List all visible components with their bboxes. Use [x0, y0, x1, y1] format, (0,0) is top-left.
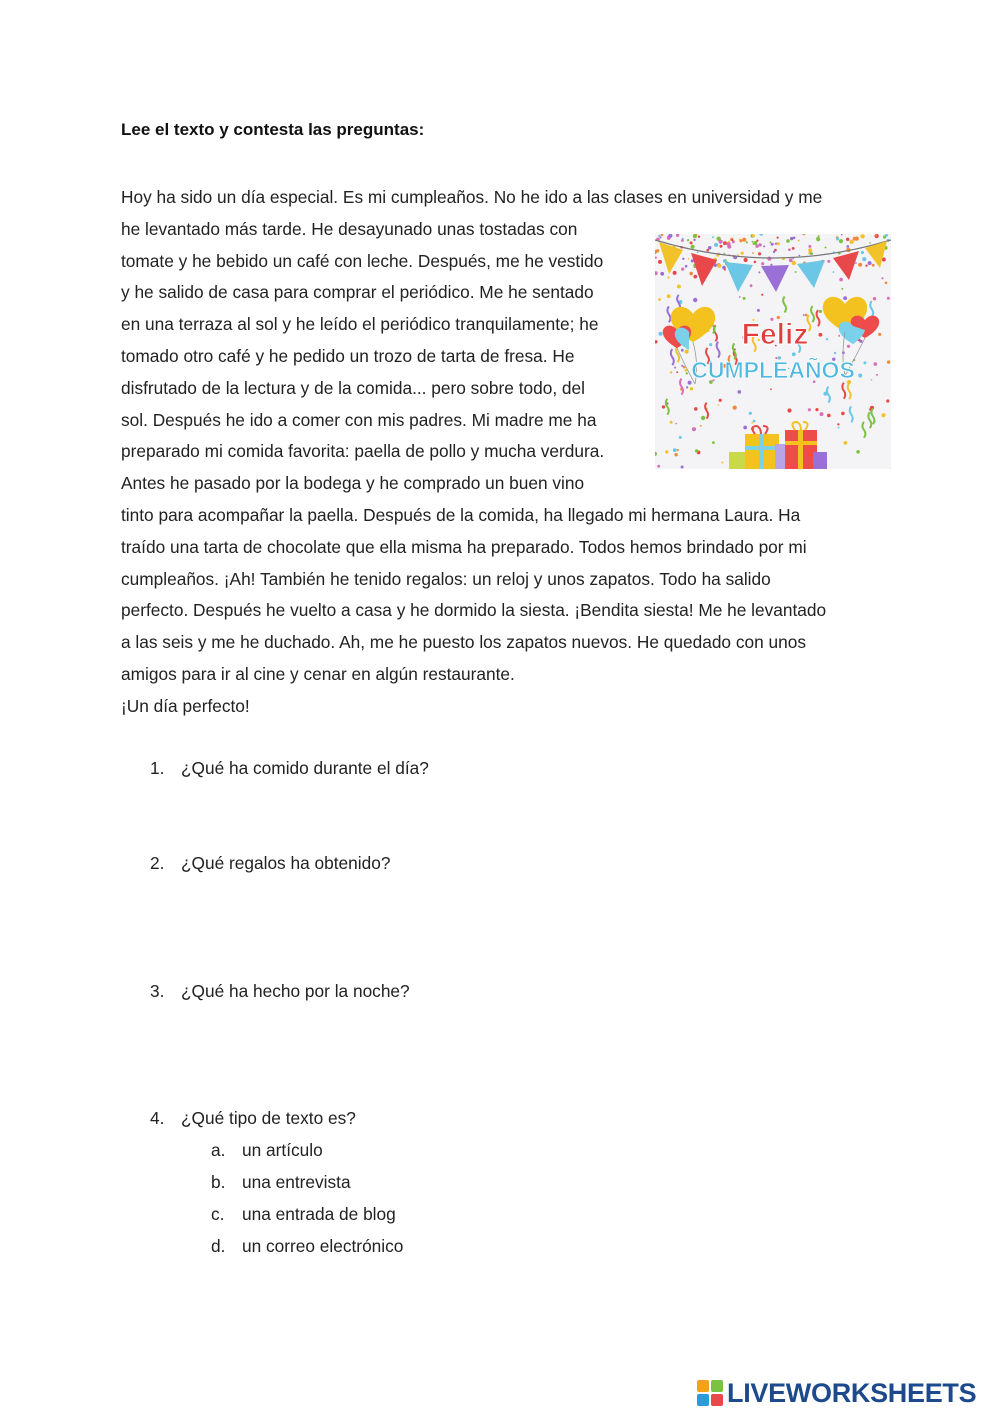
option-letter: d.	[211, 1236, 226, 1256]
confetti-dot	[825, 247, 827, 249]
confetti-dot	[841, 288, 843, 290]
confetti-dot	[827, 414, 831, 418]
confetti-dot	[795, 271, 797, 273]
story-line: tinto para acompañar la paella. Después de la comida, ha llegado mi hermana Laura. Ha	[121, 504, 801, 525]
confetti-dot	[673, 271, 677, 275]
confetti-dot	[743, 426, 747, 430]
confetti-dot	[697, 252, 699, 254]
confetti-dot	[723, 241, 727, 245]
liveworksheets-logo	[697, 1378, 976, 1408]
confetti-dot	[856, 450, 860, 454]
confetti-dot	[841, 412, 845, 416]
confetti-dot	[719, 240, 723, 244]
confetti-dot	[756, 240, 758, 242]
story-line: Antes he pasado por la bodega y he comprado un buen vino	[121, 473, 585, 494]
confetti-dot	[743, 297, 746, 300]
confetti-dot	[689, 272, 693, 276]
confetti-dot	[700, 425, 702, 427]
confetti-dot	[846, 245, 849, 248]
confetti-dot	[677, 449, 679, 451]
confetti-dot	[752, 234, 755, 237]
confetti-dot	[660, 272, 664, 276]
confetti-dot	[750, 284, 753, 287]
confetti-dot	[677, 285, 681, 289]
confetti-dot	[728, 241, 730, 243]
confetti-dot	[786, 239, 790, 243]
confetti-dot	[761, 294, 763, 296]
question-text: ¿Qué tipo de texto es?	[181, 1108, 356, 1128]
confetti-dot	[698, 236, 700, 238]
confetti-dot	[839, 278, 843, 282]
confetti-dot	[674, 367, 676, 369]
story-line: tomado otro café y he pedido un trozo de tarta de fresa. He	[121, 345, 575, 366]
confetti-dot	[770, 241, 772, 243]
confetti-dot	[738, 390, 742, 394]
story-line: y he salido de casa para comprar el periódico. Me he sentado	[121, 282, 594, 303]
confetti-dot	[687, 239, 689, 241]
confetti-dot	[839, 239, 843, 243]
confetti-dot	[753, 420, 756, 423]
confetti-dot	[656, 249, 659, 252]
confetti-dot	[815, 408, 818, 411]
confetti-dot	[675, 423, 677, 425]
question-number: 3.	[150, 981, 165, 1001]
confetti-dot	[770, 264, 772, 266]
confetti-dot	[751, 422, 753, 424]
confetti-dot	[717, 264, 721, 268]
question-2	[150, 853, 390, 874]
question-3	[150, 981, 410, 1002]
confetti-dot	[837, 423, 839, 425]
option-text: un artículo	[242, 1140, 323, 1160]
confetti-dot	[873, 297, 876, 300]
confetti-dot	[667, 276, 669, 278]
confetti-dot	[742, 238, 746, 242]
confetti-dot	[681, 365, 683, 367]
confetti-dot	[868, 261, 872, 265]
confetti-dot	[665, 450, 668, 453]
option-c	[211, 1204, 396, 1225]
confetti-dot	[773, 251, 775, 253]
confetti-dot	[719, 399, 722, 402]
confetti-dot	[788, 248, 791, 251]
confetti-dot	[805, 314, 808, 317]
confetti-dot	[777, 237, 779, 239]
confetti-dot	[862, 257, 866, 261]
confetti-dot	[757, 309, 760, 312]
confetti-dot	[836, 237, 839, 240]
confetti-dot	[683, 366, 686, 369]
confetti-dot	[694, 407, 698, 411]
option-letter: c.	[211, 1204, 225, 1224]
confetti-dot	[758, 252, 761, 255]
story-line: he levantado más tarde. He desayunado unas tostadas con	[121, 218, 578, 239]
confetti-dot	[723, 253, 725, 255]
question-text: ¿Qué ha hecho por la noche?	[181, 981, 410, 1001]
confetti-dot	[792, 352, 796, 356]
confetti-dot	[819, 333, 823, 337]
confetti-dot	[874, 362, 878, 366]
option-d	[211, 1236, 403, 1257]
confetti-dot	[810, 252, 813, 255]
confetti-dot	[827, 260, 830, 263]
image-title-cumpleanos: CUMPLEAÑOS	[691, 357, 855, 383]
confetti-dot	[746, 241, 748, 243]
confetti-dot	[885, 282, 888, 285]
logo-text: LIVEWORKSHEETS	[727, 1377, 977, 1408]
confetti-dot	[695, 449, 698, 452]
confetti-dot	[886, 399, 889, 402]
confetti-dot	[855, 262, 857, 264]
confetti-dot	[872, 264, 875, 267]
confetti-dot	[681, 268, 684, 271]
option-text: una entrevista	[242, 1172, 351, 1192]
confetti-dot	[714, 243, 718, 247]
confetti-dot	[662, 405, 665, 408]
confetti-dot	[860, 234, 864, 238]
confetti-dot	[681, 349, 684, 352]
confetti-dot	[761, 262, 764, 265]
confetti-dot	[885, 234, 888, 237]
option-letter: b.	[211, 1172, 226, 1192]
confetti-dot	[701, 416, 705, 420]
confetti-dot	[826, 338, 828, 340]
option-letter: a.	[211, 1140, 226, 1160]
confetti-dot	[724, 268, 726, 270]
confetti-dot	[818, 235, 820, 237]
confetti-dot	[674, 453, 677, 456]
confetti-dot	[770, 388, 772, 390]
confetti-dot	[876, 374, 878, 376]
confetti-dot	[849, 240, 853, 244]
confetti-dot	[808, 245, 811, 248]
confetti-dot	[712, 441, 715, 444]
story-line: tomate y he bebido un café con leche. Después, me he vestido	[121, 250, 604, 271]
confetti-dot	[708, 246, 712, 250]
confetti-dot	[767, 257, 771, 261]
birthday-image	[655, 234, 891, 469]
confetti-dot	[834, 352, 836, 354]
instruction-heading: Lee el texto y contesta las preguntas:	[121, 120, 425, 139]
confetti-dot	[803, 314, 805, 316]
confetti-dot	[858, 374, 862, 378]
confetti-dot	[758, 243, 761, 246]
confetti-dot	[838, 427, 840, 429]
confetti-dot	[744, 258, 748, 262]
confetti-dot	[725, 259, 727, 261]
confetti-dot	[720, 245, 723, 248]
confetti-dot	[787, 408, 791, 412]
confetti-dot	[685, 265, 688, 268]
confetti-dot	[670, 421, 673, 424]
confetti-dot	[881, 277, 883, 279]
confetti-dot	[721, 462, 723, 464]
confetti-dot	[789, 258, 793, 262]
confetti-dot	[881, 413, 885, 417]
confetti-dot	[693, 234, 697, 238]
confetti-dot	[752, 241, 754, 243]
confetti-dot	[741, 252, 744, 255]
confetti-dot	[861, 251, 864, 254]
confetti-dot	[657, 465, 660, 468]
confetti-dot	[758, 271, 760, 273]
confetti-dot	[740, 239, 743, 242]
confetti-dot	[685, 350, 689, 354]
confetti-dot	[667, 294, 671, 298]
confetti-dot	[682, 258, 684, 260]
question-number: 4.	[150, 1108, 165, 1128]
confetti-dot	[692, 427, 696, 431]
story-line: disfrutado de la lectura y de la comida... pero sobre todo, del	[121, 377, 585, 398]
confetti-dot	[690, 387, 693, 390]
confetti-dot	[754, 261, 757, 264]
liveworksheets-logo-icon	[697, 1380, 723, 1406]
confetti-dot	[799, 255, 801, 257]
question-4	[150, 1108, 356, 1129]
confetti-dot	[847, 345, 850, 348]
confetti-dot	[712, 236, 714, 238]
story-line: sol. Después he ido a comer con mis padres. Mi madre me ha	[121, 409, 597, 430]
confetti-dot	[693, 298, 697, 302]
confetti-dot	[875, 234, 877, 236]
confetti-dot	[706, 249, 709, 252]
confetti-dot	[838, 335, 840, 337]
confetti-dot	[865, 265, 867, 267]
confetti-dot	[658, 298, 661, 301]
confetti-dot	[775, 243, 777, 245]
confetti-dot	[808, 248, 812, 252]
confetti-dot	[792, 247, 795, 250]
confetti-dot	[731, 239, 733, 241]
story-line: perfecto. Después he vuelto a casa y he dormido la siesta. ¡Bendita siesta! Me he levantado	[121, 600, 827, 621]
confetti-dot	[833, 271, 835, 273]
option-b	[211, 1172, 351, 1193]
confetti-dot	[753, 243, 755, 245]
story-line: amigos para ir al cine y cenar en algún restaurante.	[121, 663, 515, 684]
confetti-dot	[693, 275, 697, 279]
confetti-dot	[798, 240, 800, 242]
story-line: Hoy ha sido un día especial. Es mi cumpleaños. No he ido a las clases en universidad y me	[121, 187, 823, 207]
confetti-dot	[691, 245, 695, 249]
option-text: una entrada de blog	[242, 1204, 396, 1224]
confetti-dot	[869, 242, 871, 244]
confetti-dot	[733, 406, 737, 410]
story-line: ¡Un día perfecto!	[121, 695, 250, 716]
confetti-dot	[737, 254, 739, 256]
question-text: ¿Qué ha comido durante el día?	[181, 758, 429, 778]
image-title-feliz: Feliz	[741, 318, 809, 351]
confetti-dot	[727, 245, 731, 249]
story-line: preparado mi comida favorita: paella de pollo y mucha verdura.	[121, 441, 605, 462]
confetti-dot	[709, 343, 712, 346]
confetti-dot	[679, 436, 682, 439]
confetti-dot	[887, 360, 890, 363]
question-number: 1.	[150, 758, 165, 778]
confetti-dot	[816, 237, 820, 241]
confetti-dot	[673, 448, 677, 452]
confetti-dot	[844, 441, 848, 445]
confetti-dot	[887, 297, 890, 300]
confetti-dot	[855, 237, 859, 241]
story-line: en una terraza al sol y he leído el periódico tranquilamente; he	[121, 314, 599, 335]
question-text: ¿Qué regalos ha obtenido?	[181, 853, 391, 873]
confetti-dot	[790, 237, 793, 240]
option-a	[211, 1140, 323, 1161]
confetti-dot	[871, 379, 873, 381]
question-1	[150, 758, 429, 779]
question-number: 2.	[150, 853, 165, 873]
confetti-dot	[863, 361, 866, 364]
confetti-dot	[693, 239, 695, 241]
confetti-dot	[878, 333, 881, 336]
confetti-dot	[686, 372, 688, 374]
story-line: a las seis y me he duchado. Ah, me he puesto los zapatos nuevos. He quedado con unos	[121, 632, 806, 653]
confetti-dot	[843, 296, 847, 300]
story-line: traído una tarta de chocolate que ella misma ha preparado. Todos hemos brindado por mi	[121, 536, 807, 557]
confetti-dot	[681, 466, 684, 469]
story-line: cumpleaños. ¡Ah! También he tenido regalos: un reloj y unos zapatos. Todo ha salido	[121, 568, 771, 589]
confetti-dot	[739, 296, 741, 298]
confetti-dot	[690, 241, 693, 244]
confetti-dot	[686, 386, 688, 388]
confetti-dot	[670, 371, 672, 373]
confetti-dot	[749, 412, 752, 415]
option-text: un correo electrónico	[242, 1236, 404, 1256]
confetti-dot	[771, 243, 774, 246]
confetti-dot	[659, 332, 663, 336]
confetti-dot	[676, 371, 678, 373]
confetti-dot	[846, 238, 849, 241]
confetti-dot	[658, 260, 662, 264]
confetti-dot	[763, 245, 765, 247]
confetti-dot	[688, 258, 690, 260]
confetti-dot	[659, 236, 661, 238]
confetti-dot	[820, 412, 824, 416]
confetti-dot	[858, 263, 862, 267]
confetti-dot	[681, 239, 684, 242]
confetti-dot	[718, 404, 720, 406]
confetti-dot	[819, 310, 822, 313]
confetti-dot	[808, 408, 811, 411]
confetti-dot	[755, 245, 758, 248]
confetti-dot	[752, 252, 754, 254]
